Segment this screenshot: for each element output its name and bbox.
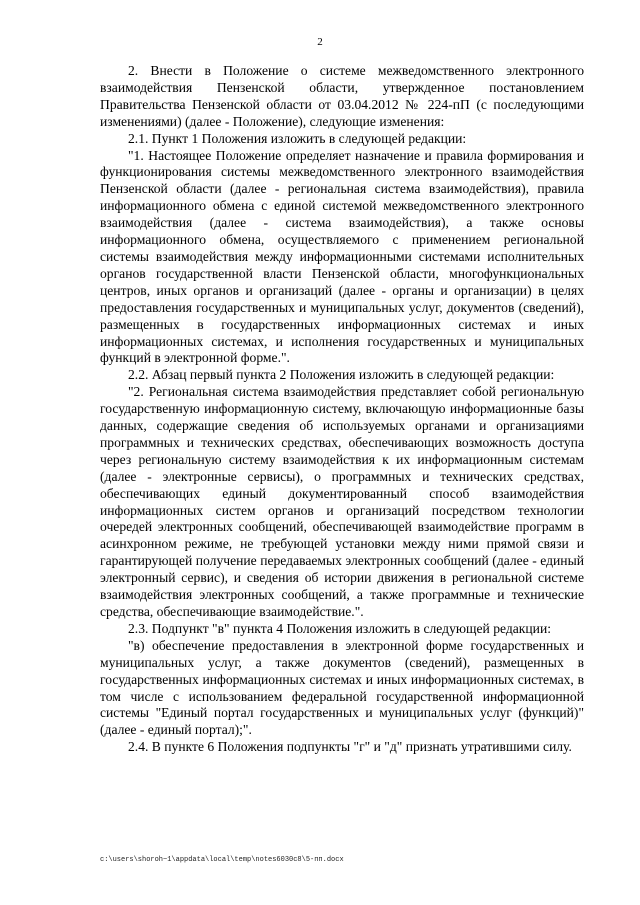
page-number: 2 bbox=[317, 36, 323, 48]
paragraph-item-2-4: 2.4. В пункте 6 Положения подпункты "г" и "д" признать утратившими силу. bbox=[128, 739, 572, 755]
paragraph-quote-v: "в) обеспечение предоставления в электронной форме государственных и муниципальных услуг, а также документов (сведений), размещенных в государственных информационных системах и иных информационных системах, в том числе с использованием федеральной государственной информационной системы "Единый портал государственных и муниципальных услуг (функций)" (далее - единый портал);". bbox=[100, 637, 584, 738]
paragraph-item-2-2: 2.2. Абзац первый пункта 2 Положения изложить в следующей редакции: bbox=[128, 367, 555, 383]
paragraph-item-2-1: 2.1. Пункт 1 Положения изложить в следующей редакции: bbox=[128, 130, 467, 146]
paragraph-quote-1: "1. Настоящее Положение определяет назначение и правила формирования и функционирования системы межведомственного электронного взаимодействия Пензенской области (далее - региональная система взаимодействия), правила информационного обмена с единой системой межведомственного электронного взаимодействия (далее - система взаимодействия), а также основы информационного обмена, осуществляемого с применением региональной системы взаимодействия между информационными системами исполнительных органов государственной власти Пензенской области, многофункциональных центров, иных органов и организаций (далее - органы и организации) в целях предоставления государственных и муниципальных услуг, документов (сведений), размещенных в государственных информационных системах и иных информационных системах, и исполнения государственных и муниципальных функций в электронной форме.". bbox=[100, 147, 584, 366]
paragraph-item-2-3: 2.3. Подпункт "в" пункта 4 Положения изложить в следующей редакции: bbox=[128, 620, 552, 636]
footer-file-path: c:\users\shoroh~1\appdata\local\temp\notes6030c8\5-пп.docx bbox=[100, 856, 344, 864]
document-body bbox=[100, 63, 584, 756]
paragraph-quote-2: "2. Региональная система взаимодействия представляет собой региональную государственную информационную систему, включающую информационные базы данных, содержащие сведения об используемых органами и организациями программных и технических средствах, обеспечивающих возможность доступа через региональную систему взаимодействия к их информационным системам (далее - электронные сервисы), о программных и технических средствах, обеспечивающих единый документированный способ взаимодействия информационных систем органов и организаций посредством технологии очередей электронных сообщений, обеспечивающей взаимодействие программ в асинхронном режиме, не требующей установки между ними прямой связи и гарантирующей получение передаваемых электронных сообщений (далее - единый электронный сервис), и сведения об истории движения в региональной системе взаимодействия электронных сообщений, а также программные и технические средства, обеспечивающие взаимодействие.". bbox=[100, 384, 584, 619]
paragraph-item-2: 2. Внести в Положение о системе межведомственного электронного взаимодействия Пензенской области, утвержденное постановлением Правительства Пензенской области от 03.04.2012 № 224-пП (с последующими изменениями) (далее - Положение), следующие изменения: bbox=[100, 63, 584, 129]
